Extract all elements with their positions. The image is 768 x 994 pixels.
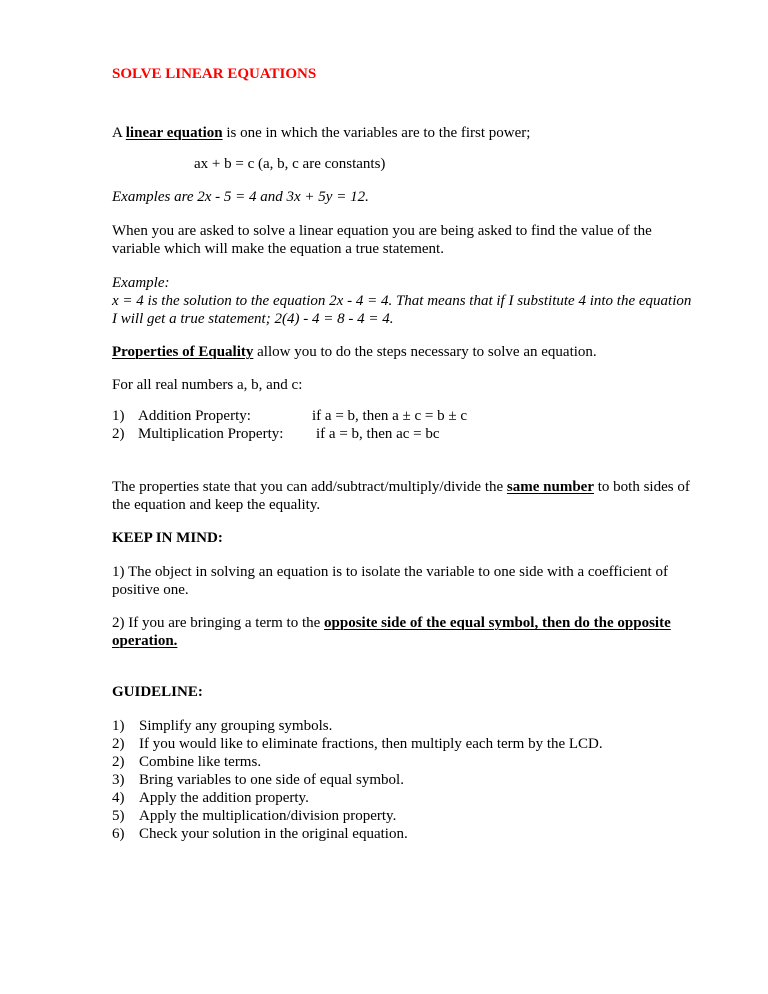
guideline-number: 5) (112, 808, 125, 824)
page-title: SOLVE LINEAR EQUATIONS (112, 66, 317, 82)
guideline-text: Bring variables to one side of equal symbol. (139, 772, 404, 788)
example-line-2: I will get a true statement; 2(4) - 4 = 8 - 4 = 4. (112, 311, 394, 327)
guideline-number: 3) (112, 772, 125, 788)
for-all-line: For all real numbers a, b, and c: (112, 377, 303, 393)
equality-line (112, 343, 597, 361)
examples-line: Examples are 2x - 5 = 4 and 3x + 5y = 12. (112, 189, 369, 205)
guideline-number: 2) (112, 736, 125, 752)
example-label: Example: (112, 275, 170, 291)
guideline-item (112, 735, 603, 753)
properties-of-equality-term: Properties of Equality (112, 344, 254, 360)
guideline-text: If you would like to eliminate fractions, then multiply each term by the LCD. (139, 736, 603, 752)
property-number: 2) (112, 426, 125, 442)
guideline-text: Combine like terms. (139, 754, 262, 770)
keep-in-mind-item-1-line-2: positive one. (112, 582, 189, 598)
definition-prefix: A (112, 125, 126, 141)
statement-suffix: to both sides of (593, 479, 690, 495)
keep-in-mind-item-2-line-1 (112, 614, 671, 632)
general-form-equation: ax + b = c (a, b, c are constants) (194, 156, 386, 172)
property-item-multiplication (112, 425, 283, 443)
keep-in-mind-item-1-line-1: 1) The object in solving an equation is to isolate the variable to one side with a coefficient of (112, 564, 668, 580)
property-item-addition (112, 407, 251, 425)
guideline-heading: GUIDELINE: (112, 684, 203, 700)
opposite-side-term: opposite side of the equal symbol, then do the opposite (324, 615, 671, 631)
guideline-item (112, 789, 309, 807)
guideline-number: 6) (112, 826, 125, 842)
same-number-term: same number (506, 479, 594, 495)
item-2-prefix: 2) If you are bringing a term to the (112, 615, 325, 631)
guideline-number: 2) (112, 754, 125, 770)
guideline-text: Simplify any grouping symbols. (139, 718, 333, 734)
definition-line (112, 124, 530, 142)
linear-equation-term: linear equation (125, 125, 223, 141)
multiplication-property-rule: if a = b, then ac = bc (316, 426, 440, 442)
guideline-number: 4) (112, 790, 125, 806)
property-name: Addition Property: (138, 408, 251, 424)
properties-statement-line-2: the equation and keep the equality. (112, 497, 321, 513)
guideline-number: 1) (112, 718, 125, 734)
guideline-item (112, 807, 396, 825)
guideline-text: Apply the multiplication/division property. (139, 808, 397, 824)
property-name: Multiplication Property: (138, 426, 284, 442)
keep-in-mind-heading: KEEP IN MIND: (112, 530, 223, 546)
solve-intro-line-1: When you are asked to solve a linear equation you are being asked to find the value of the (112, 223, 652, 239)
property-number: 1) (112, 408, 125, 424)
equality-suffix: allow you to do the steps necessary to solve an equation. (253, 344, 597, 360)
guideline-text: Check your solution in the original equation. (139, 826, 408, 842)
guideline-item (112, 753, 261, 771)
guideline-item (112, 771, 404, 789)
keep-in-mind-item-2-line-2: operation. (112, 633, 178, 649)
solve-intro-line-2: variable which will make the equation a true statement. (112, 241, 444, 257)
guideline-text: Apply the addition property. (139, 790, 309, 806)
guideline-item (112, 825, 408, 843)
properties-statement-line-1 (112, 478, 690, 496)
example-line-1: x = 4 is the solution to the equation 2x - 4 = 4. That means that if I substitute 4 into the equation (112, 293, 692, 309)
addition-property-rule: if a = b, then a ± c = b ± c (312, 408, 468, 424)
guideline-item (112, 717, 332, 735)
definition-suffix: is one in which the variables are to the first power; (222, 125, 531, 141)
statement-prefix: The properties state that you can add/subtract/multiply/divide the (112, 479, 507, 495)
